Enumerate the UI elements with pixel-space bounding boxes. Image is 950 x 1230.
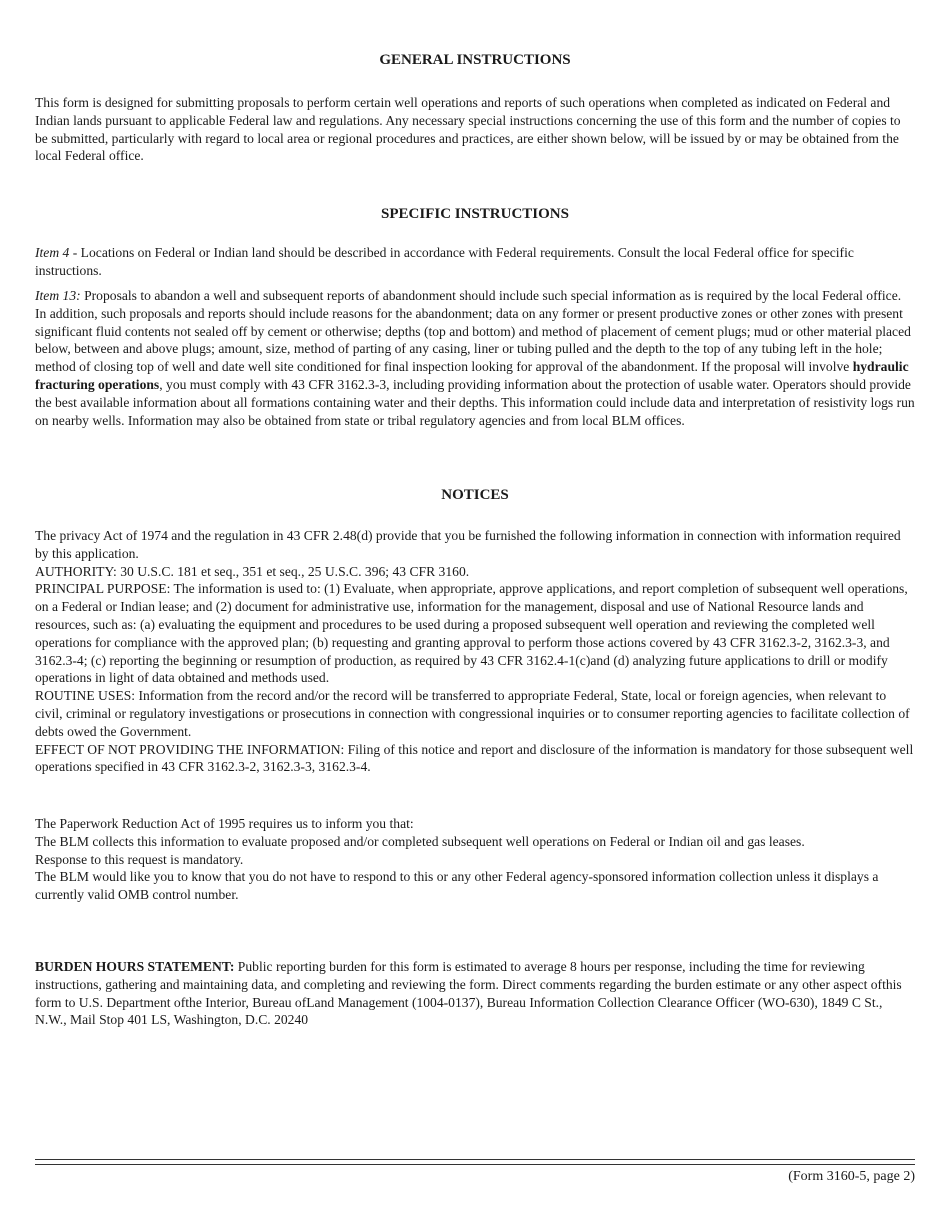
item-4-block: [35, 244, 915, 280]
notices-block: [35, 527, 915, 776]
item-4-text: - Locations on Federal or Indian land should be described in accordance with Federal requirements. Consult the local Federal office for specific instructions.: [35, 245, 854, 278]
notices-heading: NOTICES: [441, 487, 509, 503]
burden-block: [35, 958, 915, 1029]
specific-instructions-heading: SPECIFIC INSTRUCTIONS: [381, 206, 569, 222]
burden-text: Public reporting burden for this form is estimated to average 8 hours per response, including the time for reviewing instructions, gathering and maintaining data, and completing and reviewing the form. Direct comments regarding the burden estimate or any other aspect ofthis form to U.S. Department ofthe Interior, Bureau ofLand Management (1004-0137), Bureau Information Collection Clearance Officer (WO-630), 1849 C St., N.W., Mail Stop 401 LS, Washington, D.C. 20240: [35, 959, 902, 1028]
form-reference: (Form 3160-5, page 2): [788, 1169, 915, 1184]
item-4-paragraph: [35, 244, 915, 280]
item-4-label: Item 4: [35, 245, 70, 260]
item-13-paragraph: [35, 287, 915, 429]
paperwork-line-3: Response to this request is mandatory.: [35, 851, 244, 867]
paperwork-line-1: The Paperwork Reduction Act of 1995 requires us to inform you that:: [35, 816, 414, 831]
general-instructions-heading: GENERAL INSTRUCTIONS: [379, 52, 571, 68]
authority-paragraph: AUTHORITY: 30 U.S.C. 181 et seq., 351 et seq., 25 U.S.C. 396; 43 CFR 3160.: [35, 563, 470, 579]
paperwork-line-2: The BLM collects this information to evaluate proposed and/or completed subsequent well operations on Federal or Indian oil and gas leases.: [35, 833, 805, 849]
burden-label: BURDEN HOURS STATEMENT:: [35, 959, 235, 974]
item-13-text-b: , you must comply with 43 CFR 3162.3-3, including providing information about the protection of usable water. Operators should provide the best available information about all formations containing water and their depths. This information could include data and interpretation of resistivity logs run on nearby wells. Information may also be obtained from state or tribal regulatory agencies and from local BLM offices.: [35, 376, 915, 428]
burden-paragraph: [35, 958, 915, 1029]
routine-uses-paragraph: ROUTINE USES: Information from the record and/or the record will be transferred to appropriate Federal, State, local or foreign agencies, when relevant to civil, criminal or regulatory investigations or prosecutions in connection with congressional inquiries or to consumer reporting agencies to facilitate collection of debts owed the Government.: [35, 688, 910, 739]
effect-paragraph: EFFECT OF NOT PROVIDING THE INFORMATION: Filing of this notice and report and disclosure of the information is mandatory for those subsequent well operations specified in 43 CFR 3162.3-2, 3162.3-3, 3162.3-4.: [35, 741, 914, 775]
item-13-bold-term: hydraulic fracturing operations: [35, 359, 909, 392]
paperwork-block: [35, 815, 915, 904]
item-13-block: [35, 287, 915, 429]
item-13-text-a: Proposals to abandon a well and subsequent reports of abandonment should include such special information as is required by the local Federal office. In addition, such proposals and reports should include reasons for the abandonment; data on any former or present productive zones or other zones with present significant fluid contents not sealed off by cement or otherwise; depths (top and bottom) and method of placement of cement plugs; mud or other material placed below, between and above plugs; amount, size, method of parting of any casing, liner or tubing pulled and the depth to the top of any tubing left in the hole; method of closing top of well and date well site conditioned for final inspection looking for approval of the abandonment. If the proposal will involve: [35, 288, 911, 375]
principal-purpose-paragraph: PRINCIPAL PURPOSE: The information is used to: (1) Evaluate, when appropriate, approve applications, and report completion of subsequent well operations, on a Federal or Indian lease; and (2) document for administrative use, information for the management, disposal and use of National Resource lands and resources, such as: (a) evaluating the equipment and procedures to be used during a proposed subsequent well operation and reviewing the completed well operations for compliance with the approved plan; (b) requesting and granting approval to perform those actions covered by 43 CFR 3162.3-2, 3162.3-3, and 3162.3-4; (c) reporting the beginning or resumption of production, as required by 43 CFR 3162.4-1(c)and (d) analyzing future applications to drill or modify operations in light of data obtained and methods used.: [35, 581, 908, 686]
general-instructions-text: [35, 94, 915, 165]
general-paragraph: This form is designed for submitting proposals to perform certain well operations and reports of such operations when completed as indicated on Federal and Indian lands pursuant to applicable Federal law and regulations. Any necessary special instructions concerning the use of this form and the number of copies to be submitted, particularly with regard to local area or regional procedures and practices, are either shown below, will be issued by or may be obtained from the local Federal office.: [35, 95, 901, 164]
footer-rule-bottom: [35, 1164, 915, 1165]
paperwork-line-4: The BLM would like you to know that you do not have to respond to this or any other Federal agency-sponsored information collection unless it displays a currently valid OMB control number.: [35, 869, 879, 903]
item-13-label: Item 13:: [35, 288, 81, 303]
footer-rule-top: [35, 1159, 915, 1160]
privacy-paragraph: The privacy Act of 1974 and the regulation in 43 CFR 2.48(d) provide that you be furnished the following information in connection with information required by this application.: [35, 528, 901, 561]
